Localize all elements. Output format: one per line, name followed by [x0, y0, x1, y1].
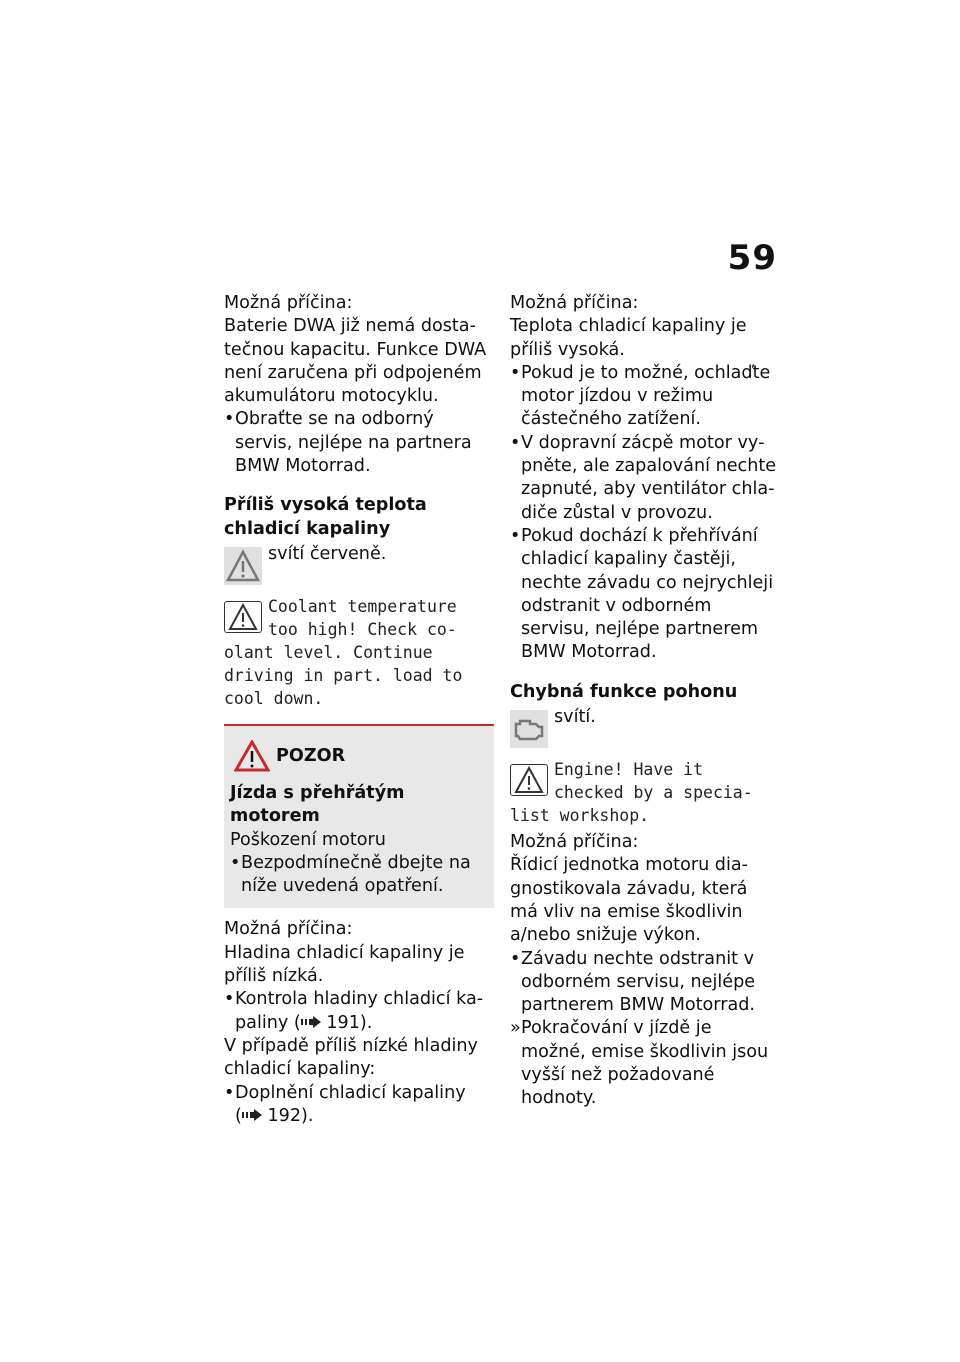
cause-label: Možná příčina:	[224, 293, 353, 313]
cause-text: Řídicí jednotka motoru diagnostikovala závadu, která má vliv na emise škodlivin a/nebo snižuje výkon.	[510, 855, 749, 946]
bullet-item: • Doplnění chladicí kapaliny ( 192).	[224, 1082, 494, 1129]
cause-text: Baterie DWA již nemá dostatečnou kapacitu. Funkce DWA není zaručena při odpojeném akumulátoru motocyklu.	[224, 316, 487, 407]
page-reference[interactable]: 192).	[267, 1105, 314, 1126]
page-number: 59	[727, 238, 777, 278]
warning-lamp-row	[224, 543, 494, 585]
right-column	[510, 292, 780, 1111]
display-warning-icon	[224, 601, 262, 633]
bullet-item: • Pokud dochází k přehřívání chladicí kapaliny častěji, nechte závadu co nejrychleji odstranit v odborném servisu, nejlépe partnerem BMW Motorrad.	[510, 525, 774, 663]
bullet-item: • Obraťte se na odborný servis, nejlépe na partnera BMW Motorrad.	[224, 409, 472, 477]
page-reference-arrow-icon	[242, 1105, 262, 1128]
condition-text: V případě příliš nízké hladiny chladicí kapaliny:	[224, 1035, 478, 1080]
section-heading: Chybná funkce pohonu	[510, 681, 738, 702]
section-heading: Příliš vysoká teplota chladicí kapaliny	[224, 495, 427, 539]
engine-check-lamp-icon	[510, 710, 548, 748]
caution-text: Poškození motoru	[230, 829, 386, 850]
cause-text: Teplota chladicí kapaliny je příliš vysoká.	[510, 316, 747, 360]
lamp-status-text: svítí červeně.	[268, 543, 387, 564]
caution-bullet: • Bezpodmínečně dbejte na níže uvedená opatření.	[230, 852, 471, 897]
bullet-item: • Pokud je to možné, ochlaďte motor jízdou v režimu částečného zatížení.	[510, 362, 771, 430]
display-message: Engine! Have it checked by a specia- list workshop.	[510, 760, 753, 826]
bullet-item: • Kontrola hladiny chladicí kapaliny ( 191).	[224, 988, 494, 1035]
page-reference-arrow-icon	[301, 1012, 321, 1035]
caution-label: POZOR	[276, 745, 346, 766]
caution-triangle-icon	[234, 740, 270, 776]
lamp-status-text: svítí.	[554, 707, 596, 728]
bullet-item: • V dopravní zácpě motor vypněte, ale zapalování nechte zapnuté, aby ventilátor chladiče zůstal v provozu.	[510, 432, 777, 523]
bullet-item: • Závadu nechte odstranit v odborném servisu, nejlépe partnerem BMW Motorrad.	[510, 948, 756, 1016]
cause-label: Možná příčina:	[510, 293, 639, 313]
caution-box	[224, 724, 494, 908]
cause-label: Možná příčina:	[224, 919, 353, 940]
bullet-dot-icon: •	[224, 409, 235, 430]
page-reference[interactable]: 191).	[326, 1012, 373, 1033]
left-column	[224, 292, 494, 1128]
engine-lamp-row	[510, 706, 780, 748]
result-chevron-icon: »	[510, 1018, 521, 1039]
result-item: » Pokračování v jízdě je možné, emise škodlivin jsou vyšší než požadované hodnoty.	[510, 1018, 769, 1109]
caution-title: Jízda s přehřátým motorem	[230, 782, 405, 827]
cause-text: Hladina chladicí kapaliny je příliš nízká.	[224, 942, 465, 987]
general-warning-lamp-icon	[224, 547, 262, 585]
cause-label: Možná příčina:	[510, 832, 639, 853]
display-message: Coolant temperature too high! Check co- olant level. Continue driving in part. load to cool down.	[224, 596, 463, 708]
display-warning-icon	[510, 764, 548, 796]
